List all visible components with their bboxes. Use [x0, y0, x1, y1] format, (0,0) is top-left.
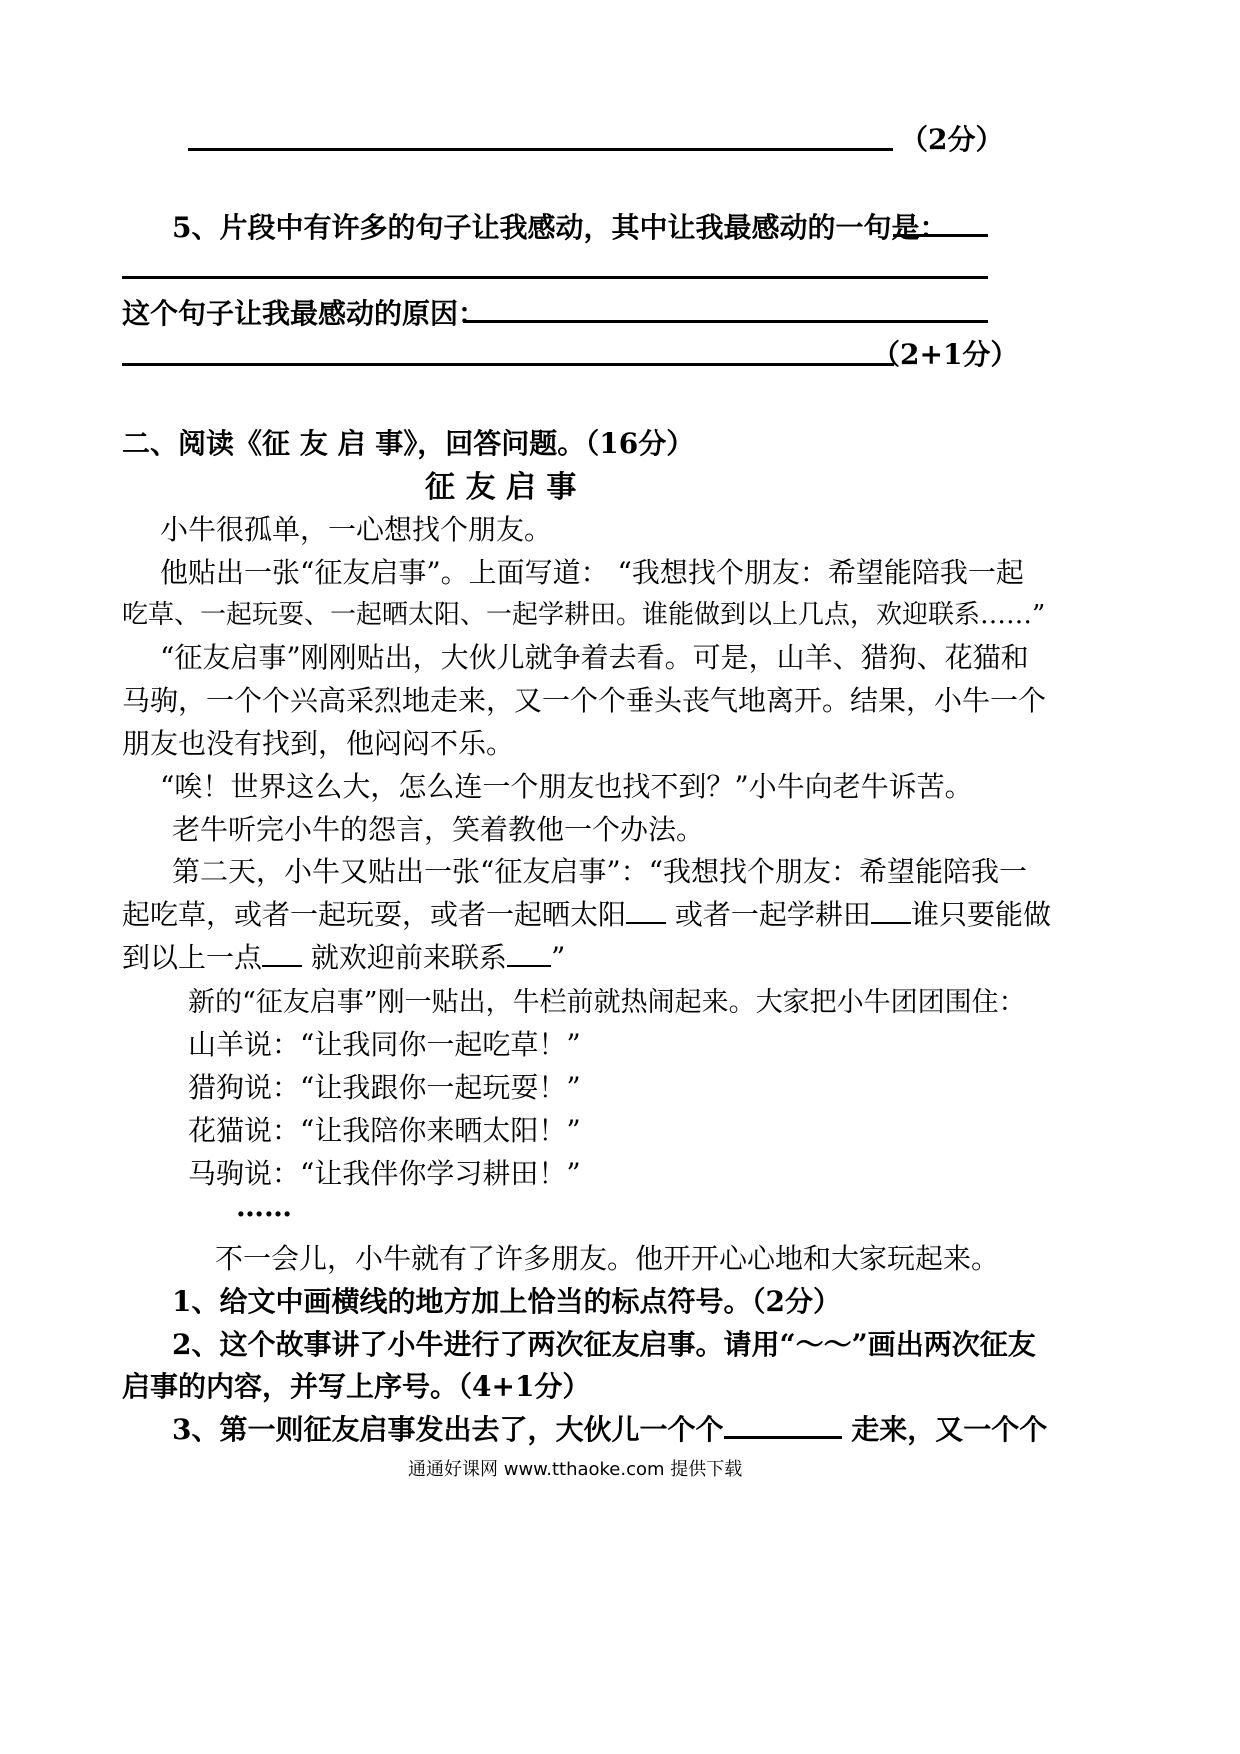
paragraph-2-line-2: 吃草、一起玩耍、一起晒太阳、一起学耕田。谁能做到以上几点，欢迎联系……”	[122, 600, 1046, 630]
p6-line-3-part-2: 就欢迎前来联系	[310, 941, 507, 974]
story-title: 征 友 启 事	[425, 470, 577, 505]
answer-blank-q3[interactable]	[724, 1436, 842, 1439]
q5-reason-label: 这个句子让我最感动的原因：	[122, 297, 487, 330]
punctuation-blank-1[interactable]	[626, 922, 666, 924]
question-1: 1、给文中画横线的地方加上恰当的标点符号。（2分）	[172, 1285, 841, 1318]
punctuation-blank-2[interactable]	[871, 922, 911, 924]
answer-line-q5-reason	[463, 320, 988, 323]
p6-line-3-part-1: 到以上一点	[122, 941, 263, 974]
answer-blank-q5	[893, 234, 988, 237]
p6-line-2-part-2: 或者一起学耕田	[674, 898, 871, 931]
paragraph-3-line-1: “征友启事”刚刚贴出，大伙儿就争着去看。可是，山羊、猎狗、花猫和	[160, 641, 1029, 674]
dialogue-dog: 猎狗说：“让我跟你一起玩耍！”	[188, 1071, 581, 1104]
score-q4: （2分）	[900, 123, 1004, 156]
answer-line-q5-b	[122, 363, 894, 366]
paragraph-3-line-2: 马驹，一个个兴高采烈地走来，又一个个垂头丧气地离开。结果，小牛一个	[122, 684, 1047, 717]
q5-prompt: 5、片段中有许多的句子让我感动，其中让我最感动的一句是：	[172, 211, 948, 244]
question-2-line-1: 2、这个故事讲了小牛进行了两次征友启事。请用“～～”画出两次征友	[172, 1328, 1036, 1361]
paragraph-3-line-3: 朋友也没有找到，他闷闷不乐。	[122, 727, 515, 760]
footer: 通通好课网 www.tthaoke.com 提供下载	[408, 1459, 743, 1480]
paragraph-4: “唉！世界这么大，怎么连一个朋友也找不到？”小牛向老牛诉苦。	[160, 770, 973, 803]
section-heading: 二、阅读《征 友 启 事》，回答问题。（16分）	[122, 427, 695, 460]
p6-line-2-part-1: 起吃草，或者一起玩耍，或者一起晒太阳	[122, 898, 627, 931]
dialogue-cat: 花猫说：“让我陪你来晒太阳！”	[188, 1114, 581, 1147]
paragraph-6-line-1: 第二天，小牛又贴出一张“征友启事”：“我想找个朋友：希望能陪我一	[172, 855, 1027, 888]
paragraph-2-line-1: 他贴出一张“征友启事”。上面写道： “我想找个朋友：希望能陪我一起	[160, 556, 1024, 589]
question-3-part-2: 走来，又一个个	[851, 1413, 1048, 1446]
paragraph-6-line-3	[122, 936, 565, 976]
ellipsis: ……	[236, 1190, 292, 1223]
paragraph-8: 不一会儿，小牛就有了许多朋友。他开开心心地和大家玩起来。	[215, 1242, 1000, 1275]
paragraph-1: 小牛很孤单，一心想找个朋友。	[160, 513, 553, 546]
p6-line-3-part-3: ”	[550, 941, 566, 974]
p6-line-2-part-3: 谁只要能做	[910, 898, 1051, 931]
question-3-part-1: 3、第一则征友启事发出去了，大伙儿一个个	[172, 1413, 724, 1446]
punctuation-blank-4[interactable]	[507, 965, 551, 967]
paragraph-7: 新的“征友启事”刚一贴出，牛栏前就热闹起来。大家把小牛团团围住：	[188, 987, 1026, 1018]
punctuation-blank-3[interactable]	[262, 965, 302, 967]
answer-line-q5-a	[122, 276, 988, 279]
score-q5: （2+1分）	[872, 338, 1019, 371]
question-3	[172, 1408, 1047, 1448]
question-2-line-2: 启事的内容，并写上序号。（4+1分）	[122, 1370, 591, 1403]
dialogue-colt: 马驹说：“让我伴你学习耕田！”	[188, 1157, 581, 1190]
paragraph-6-line-2	[122, 893, 1051, 933]
answer-line-q4	[188, 148, 893, 151]
paragraph-5: 老牛听完小牛的怨言，笑着教他一个办法。	[172, 813, 705, 846]
dialogue-goat: 山羊说：“让我同你一起吃草！”	[188, 1028, 581, 1061]
